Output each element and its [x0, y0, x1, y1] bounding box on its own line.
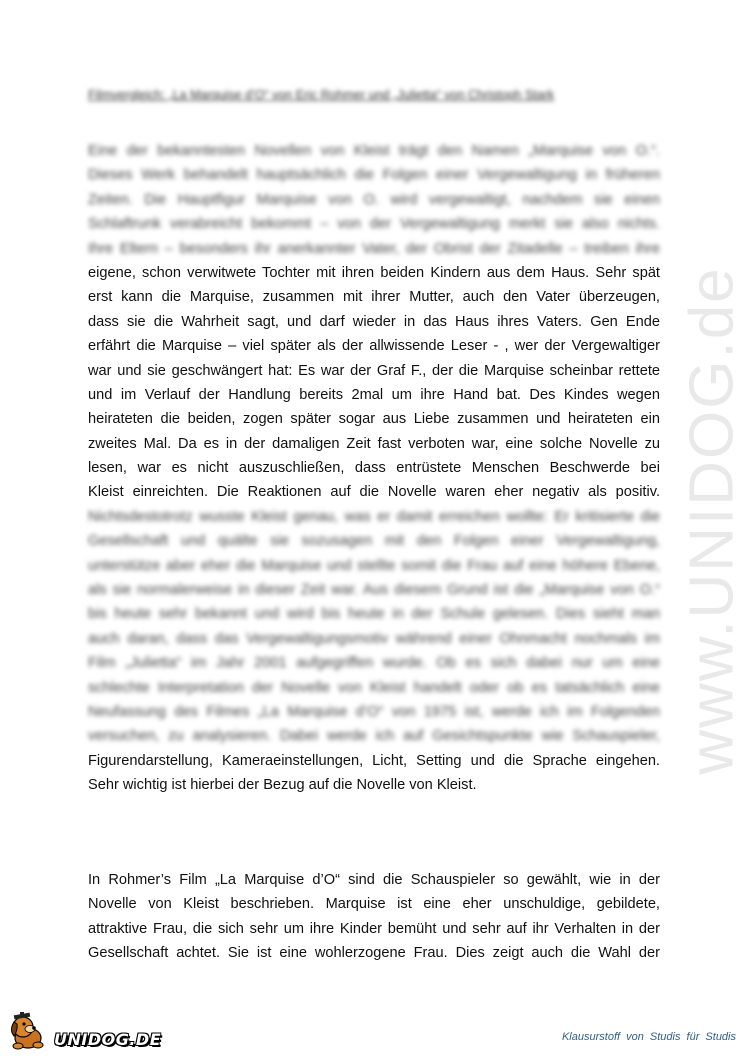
logo-text: UNIDOG.DE [54, 1029, 162, 1049]
text-line: Kleist einreichten. Die Reaktionen auf die Novelle waren eher negativ als positiv. [88, 484, 660, 501]
text-line: Sehr wichtig ist hierbei der Bezug auf die Novelle von Kleist. [88, 777, 477, 794]
text-line: eigene, schon verwitwete Tochter mit ihren beiden Kindern aus dem Haus. Sehr spät [88, 264, 660, 281]
text-line: heirateten die beiden, zogen später sogar aus Liebe zusammen und heirateten ein [88, 411, 660, 428]
text-line: Nichtsdestotrotz wusste Kleist genau, was er damit erreichen wollte: Er kritisierte die [88, 508, 660, 525]
text-line: schlechte Interpretation der Novelle von Kleist handelt oder ob es tatsächlich eine [88, 679, 660, 696]
text-line: Novelle von Kleist beschrieben. Marquise ist eine eher unschuldige, gebildete, [88, 896, 660, 913]
text-line: attraktive Frau, die sich sehr um ihre Kinder bemüht und sehr auf ihr Verhalten in der [88, 920, 660, 937]
text-line: Film „Julietta“ im Jahr 2001 aufgegriffen wurde. Ob es sich dabei nur um eine [88, 655, 660, 672]
text-line: Zeiten. Die Hauptfigur Marquise von O. wird vergewaltigt, nachdem sie einen [88, 191, 660, 208]
text-line: Schlaftrunk verabreicht bekommt – von der Vergewaltigung merkt sie also nichts. [88, 216, 660, 233]
text-line: zweites Mal. Da es in der damaligen Zeit fast verboten war, eine solche Novelle zu [88, 435, 660, 452]
text-line: dass sie die Wahrheit sagt, und darf wieder in das Haus ihres Vaters. Gen Ende [88, 313, 660, 330]
text-line: In Rohmer’s Film „La Marquise d’O“ sind die Schauspieler so gewählt, wie in der [88, 872, 660, 888]
text-line: Gesellschaft und quälte sie sozusagen mit den Folgen einer Vergewaltigung, [88, 533, 660, 550]
text-line: erst kann die Marquise, zusammen mit ihrer Mutter, auch den Vater überzeugen, [88, 289, 660, 306]
paragraph-rohmer [88, 868, 660, 966]
text-line: versuchen, zu analysieren. Dabei werde ich auf Gesichtspunkte wie Schauspieler, [88, 728, 660, 745]
watermark [652, 265, 750, 775]
text-line: Ihre Eltern – besonders ihr anerkannter Vater, der Obrist der Zitadelle – treiben ihre [88, 240, 660, 257]
document-title: Filmvergleich: „La Marquise d’O“ von Eric Rohmer und „Julietta“ von Christoph Stark [88, 88, 555, 102]
text-line: unterstütze aber eher die Marquise und stellte somit die Frau auf eine höhere Ebene, [88, 557, 660, 574]
text-line: Dieses Werk behandelt hauptsächlich die Folgen einer Vergewaltigung in früheren [88, 167, 660, 184]
dog-mascot-icon [6, 1012, 52, 1052]
text-line: Eine der bekanntesten Novellen von Kleist trägt den Namen „Marquise von O.“. [88, 143, 660, 159]
text-line: erfährt die Marquise – viel später als der allwissende Leser - , wer der Vergewaltiger [88, 338, 660, 355]
text-line: bis heute sehr bekannt und wird bis heute in der Schule gelesen. Dies sieht man [88, 606, 660, 623]
watermark-text: www.UNIDOG.de [677, 265, 747, 775]
paragraph-intro [88, 139, 660, 798]
text-line: und im Verlauf der Handlung bereits 2mal um ihre Hand bat. Des Kindes wegen [88, 386, 660, 403]
text-line: war und sie geschwängert hat: Es war der Graf F., der die Marquise scheinbar rettete [88, 362, 660, 379]
footer-slogan: Klausurstoff von Studis für Studis [561, 1031, 736, 1043]
text-line: Gesellschaft achtet. Sie ist eine wohlerzogene Frau. Dies zeigt auch die Wahl der [88, 945, 660, 962]
text-line: als sie normalerweise in dieser Zeit war. Aus diesem Grund ist die „Marquise von O.“ [88, 582, 660, 599]
unidog-logo [6, 1010, 166, 1054]
text-line: lesen, war es nicht auszuschließen, dass entrüstete Menschen Beschwerde bei [88, 460, 660, 477]
text-line: auch daran, dass das Vergewaltigungsmotiv während einer Ohnmacht nochmals im [88, 630, 660, 647]
text-line: Figurendarstellung, Kameraeinstellungen, Licht, Setting und die Sprache eingehen. [88, 752, 660, 769]
text-line: Neufassung des Filmes „La Marquise d’O“ von 1975 ist, werde ich im Folgenden [88, 703, 660, 720]
